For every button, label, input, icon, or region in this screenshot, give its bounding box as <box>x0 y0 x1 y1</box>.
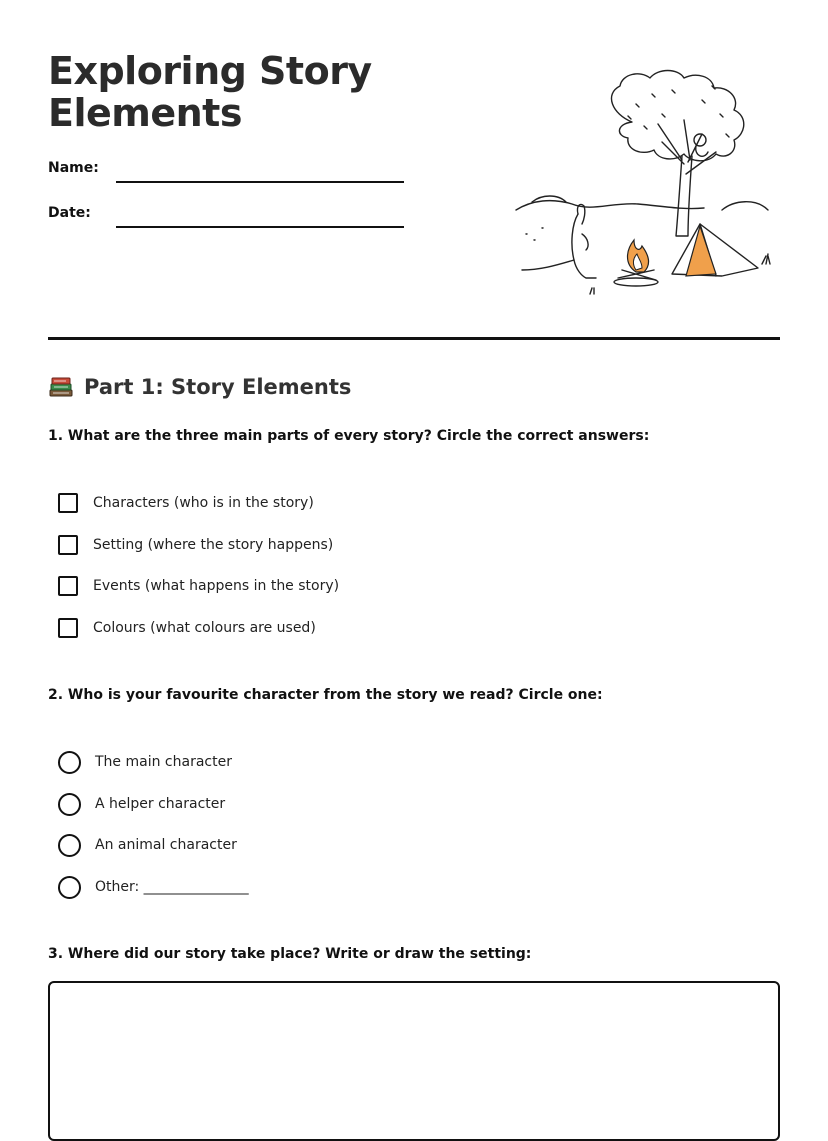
name-field[interactable] <box>48 160 408 182</box>
option-label: The main character <box>95 754 232 770</box>
section-heading-part1 <box>48 374 351 400</box>
campsite-scene-icon <box>512 64 780 300</box>
name-label: Name: <box>48 160 99 176</box>
checkbox[interactable] <box>58 493 78 513</box>
date-line[interactable] <box>116 226 404 228</box>
checkbox[interactable] <box>58 618 78 638</box>
q2-option-helper-character[interactable] <box>58 792 225 816</box>
q2-option-other[interactable] <box>58 875 249 899</box>
option-label: A helper character <box>95 796 226 812</box>
option-label: Events (what happens in the story) <box>93 578 340 594</box>
name-line[interactable] <box>116 181 404 183</box>
date-field[interactable] <box>48 205 408 227</box>
option-label: Characters (who is in the story) <box>93 495 314 511</box>
section-heading-text: Part 1: Story Elements <box>84 375 352 399</box>
books-icon <box>48 374 74 400</box>
checkbox[interactable] <box>58 576 78 596</box>
q1-option-events[interactable] <box>58 574 339 598</box>
radio-button[interactable] <box>58 751 81 774</box>
page-title: Exploring Story Elements <box>48 49 372 135</box>
radio-button[interactable] <box>58 834 81 857</box>
q1-option-colours[interactable] <box>58 616 316 640</box>
section-divider <box>48 337 780 340</box>
radio-button[interactable] <box>58 793 81 816</box>
q1-option-setting[interactable] <box>58 533 333 557</box>
question-1: 1. What are the three main parts of every story? Circle the correct answers: <box>48 428 650 444</box>
question-2: 2. Who is your favourite character from the story we read? Circle one: <box>48 687 603 703</box>
option-label: Setting (where the story happens) <box>93 537 334 553</box>
option-label: Other: _______________ <box>95 879 249 895</box>
q1-option-characters[interactable] <box>58 491 314 515</box>
radio-button[interactable] <box>58 876 81 899</box>
q2-option-main-character[interactable] <box>58 750 232 774</box>
date-label: Date: <box>48 205 91 221</box>
setting-drawing-box[interactable] <box>48 981 780 1141</box>
option-label: An animal character <box>95 837 237 853</box>
q2-option-animal-character[interactable] <box>58 833 237 857</box>
question-3: 3. Where did our story take place? Write or draw the setting: <box>48 946 532 962</box>
checkbox[interactable] <box>58 535 78 555</box>
option-label: Colours (what colours are used) <box>93 620 316 636</box>
